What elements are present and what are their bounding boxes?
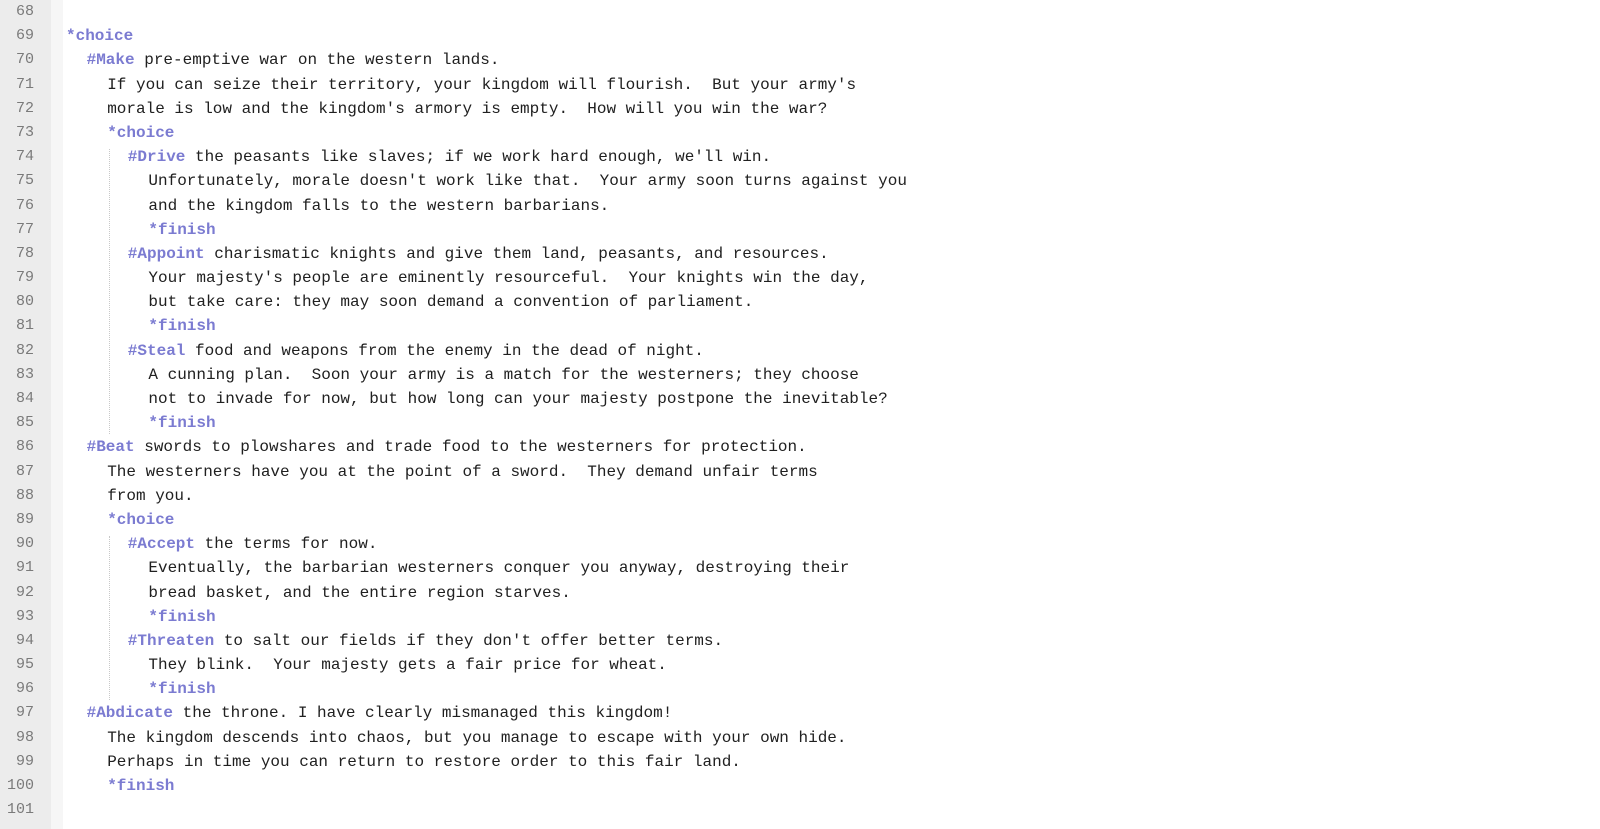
line-number: 89 xyxy=(15,510,34,528)
line-number: 77 xyxy=(15,220,34,238)
code-text: the terms for now. xyxy=(195,535,378,554)
line-number: 73 xyxy=(15,123,34,141)
line-number: 76 xyxy=(15,196,34,214)
line-number: 85 xyxy=(15,414,34,432)
command-token: #Drive xyxy=(127,148,186,167)
command-token: #Steal xyxy=(127,341,186,360)
line-number: 99 xyxy=(15,752,34,770)
line-number: 69 xyxy=(15,27,34,45)
code-line[interactable] xyxy=(0,484,1600,508)
code-line[interactable] xyxy=(0,121,1600,145)
command-token: #Abdicate xyxy=(86,704,174,723)
code-text: charismatic knights and give them land, peasants, and resources. xyxy=(204,244,829,263)
command-token: *finish xyxy=(148,414,216,433)
command-token: *choice xyxy=(66,27,134,46)
line-number: 98 xyxy=(15,728,34,746)
indent-guide xyxy=(109,149,110,433)
code-line[interactable] xyxy=(0,194,1600,218)
line-code xyxy=(128,339,704,363)
line-number: 78 xyxy=(15,244,34,262)
command-token: *choice xyxy=(107,510,175,529)
line-number: 83 xyxy=(15,365,34,383)
line-code xyxy=(87,701,673,725)
code-text: food and weapons from the enemy in the dead of night. xyxy=(185,341,704,360)
code-line[interactable] xyxy=(0,653,1600,677)
line-code xyxy=(87,435,807,459)
line-number: 80 xyxy=(15,293,34,311)
code-line[interactable] xyxy=(0,24,1600,48)
line-code xyxy=(107,484,193,508)
code-text: Perhaps in time you can return to restore order to this fair land. xyxy=(107,752,741,771)
command-token: #Beat xyxy=(86,438,135,457)
line-code xyxy=(107,97,827,121)
line-number: 94 xyxy=(15,631,34,649)
line-number: 84 xyxy=(15,390,34,407)
code-text: If you can seize their territory, your kingdom will flourish. But your army's xyxy=(107,75,857,94)
code-text: pre-emptive war on the western lands. xyxy=(134,51,500,70)
code-line[interactable] xyxy=(0,97,1600,121)
code-line[interactable] xyxy=(0,314,1600,338)
line-code xyxy=(148,194,609,218)
code-line[interactable] xyxy=(0,556,1600,580)
command-token: *finish xyxy=(148,317,216,336)
line-number: 87 xyxy=(15,462,34,480)
line-code xyxy=(148,387,887,411)
indent-guide xyxy=(109,536,110,699)
line-number: 68 xyxy=(15,3,34,20)
line-number: 82 xyxy=(15,341,34,359)
line-number: 72 xyxy=(15,99,34,117)
line-code xyxy=(107,750,741,774)
line-code xyxy=(107,121,174,145)
line-code xyxy=(128,145,771,169)
line-code xyxy=(128,532,378,556)
code-text: swords to plowshares and trade food to the westerners for protection. xyxy=(134,438,807,457)
code-text: the peasants like slaves; if we work hard enough, we'll win. xyxy=(185,148,772,167)
line-number: 74 xyxy=(15,148,34,166)
code-line[interactable] xyxy=(0,387,1600,411)
code-line[interactable] xyxy=(0,411,1600,435)
line-number: 93 xyxy=(15,607,34,625)
code-line[interactable] xyxy=(0,701,1600,725)
code-line[interactable] xyxy=(0,629,1600,653)
code-line[interactable] xyxy=(0,363,1600,387)
line-code xyxy=(107,73,856,97)
code-line[interactable] xyxy=(0,218,1600,242)
line-number: 100 xyxy=(6,777,34,794)
line-number: 101 xyxy=(6,801,34,819)
line-number: 96 xyxy=(15,680,34,698)
code-line[interactable] xyxy=(0,508,1600,532)
code-line[interactable] xyxy=(0,73,1600,97)
code-line[interactable] xyxy=(0,169,1600,193)
code-line[interactable] xyxy=(0,435,1600,459)
line-code xyxy=(148,556,849,580)
command-token: #Appoint xyxy=(127,244,205,263)
command-token: #Threaten xyxy=(127,631,215,650)
code-text: The kingdom descends into chaos, but you manage to escape with your own hide. xyxy=(107,728,847,747)
code-line[interactable] xyxy=(0,726,1600,750)
code-text: the throne. I have clearly mismanaged this kingdom! xyxy=(173,704,673,723)
code-text: and the kingdom falls to the western barbarians. xyxy=(148,196,610,215)
code-text: They blink. Your majesty gets a fair price for wheat. xyxy=(148,656,667,675)
command-token: *finish xyxy=(148,220,216,239)
code-line[interactable] xyxy=(0,0,1600,24)
command-token: *finish xyxy=(148,607,216,626)
code-line[interactable] xyxy=(0,532,1600,556)
line-number: 95 xyxy=(15,656,34,674)
code-line[interactable] xyxy=(0,798,1600,822)
code-line[interactable] xyxy=(0,145,1600,169)
line-code xyxy=(87,48,500,72)
line-number: 70 xyxy=(15,51,34,69)
line-number: 86 xyxy=(15,438,34,456)
code-line[interactable] xyxy=(0,605,1600,629)
line-number: 97 xyxy=(15,704,34,722)
line-code xyxy=(128,242,829,266)
code-text: to salt our fields if they don't offer better terms. xyxy=(214,631,724,650)
line-code xyxy=(148,677,215,701)
code-text: Unfortunately, morale doesn't work like that. Your army soon turns against you xyxy=(148,172,907,191)
code-line[interactable] xyxy=(0,242,1600,266)
line-number: 79 xyxy=(15,269,34,287)
code-text: Your majesty's people are eminently resourceful. Your knights win the day, xyxy=(148,269,869,288)
command-token: *finish xyxy=(107,777,175,795)
line-code xyxy=(107,508,174,532)
code-line[interactable] xyxy=(0,266,1600,290)
line-code xyxy=(148,363,859,387)
line-code xyxy=(107,774,174,798)
line-code xyxy=(148,605,215,629)
line-code xyxy=(148,653,666,677)
code-line[interactable] xyxy=(0,750,1600,774)
line-code xyxy=(148,290,753,314)
line-code xyxy=(148,581,570,605)
code-text: from you. xyxy=(107,486,194,505)
line-number: 90 xyxy=(15,535,34,553)
code-line[interactable] xyxy=(0,290,1600,314)
code-text: morale is low and the kingdom's armory is empty. How will you win the war? xyxy=(107,99,828,118)
code-text: but take care: they may soon demand a convention of parliament. xyxy=(148,293,754,312)
line-number: 71 xyxy=(15,75,34,93)
command-token: #Make xyxy=(86,51,135,70)
command-token: *finish xyxy=(148,680,216,699)
line-code xyxy=(148,266,868,290)
code-text: A cunning plan. Soon your army is a match for the westerners; they choose xyxy=(148,365,859,384)
command-token: *choice xyxy=(107,123,175,142)
code-text: bread basket, and the entire region starves. xyxy=(148,583,571,602)
code-text: Eventually, the barbarian westerners conquer you anyway, destroying their xyxy=(148,559,850,578)
code-line[interactable] xyxy=(0,460,1600,484)
line-code xyxy=(148,169,907,193)
command-token: #Accept xyxy=(127,535,196,554)
code-line[interactable] xyxy=(0,677,1600,701)
code-line[interactable] xyxy=(0,774,1600,798)
line-code xyxy=(148,314,215,338)
line-code xyxy=(148,218,215,242)
code-line[interactable] xyxy=(0,581,1600,605)
line-code xyxy=(66,24,133,48)
line-number: 91 xyxy=(15,559,34,577)
code-text: The westerners have you at the point of a sword. They demand unfair terms xyxy=(107,462,818,481)
code-text: not to invade for now, but how long can your majesty postpone the inevitable? xyxy=(148,390,888,408)
line-number: 92 xyxy=(15,583,34,601)
code-line[interactable] xyxy=(0,48,1600,72)
line-number: 88 xyxy=(15,486,34,504)
code-line[interactable] xyxy=(0,339,1600,363)
line-code xyxy=(107,726,846,750)
line-code xyxy=(128,629,723,653)
line-code xyxy=(148,411,215,435)
line-number: 81 xyxy=(15,317,34,335)
line-number: 75 xyxy=(15,172,34,190)
line-code xyxy=(107,460,818,484)
